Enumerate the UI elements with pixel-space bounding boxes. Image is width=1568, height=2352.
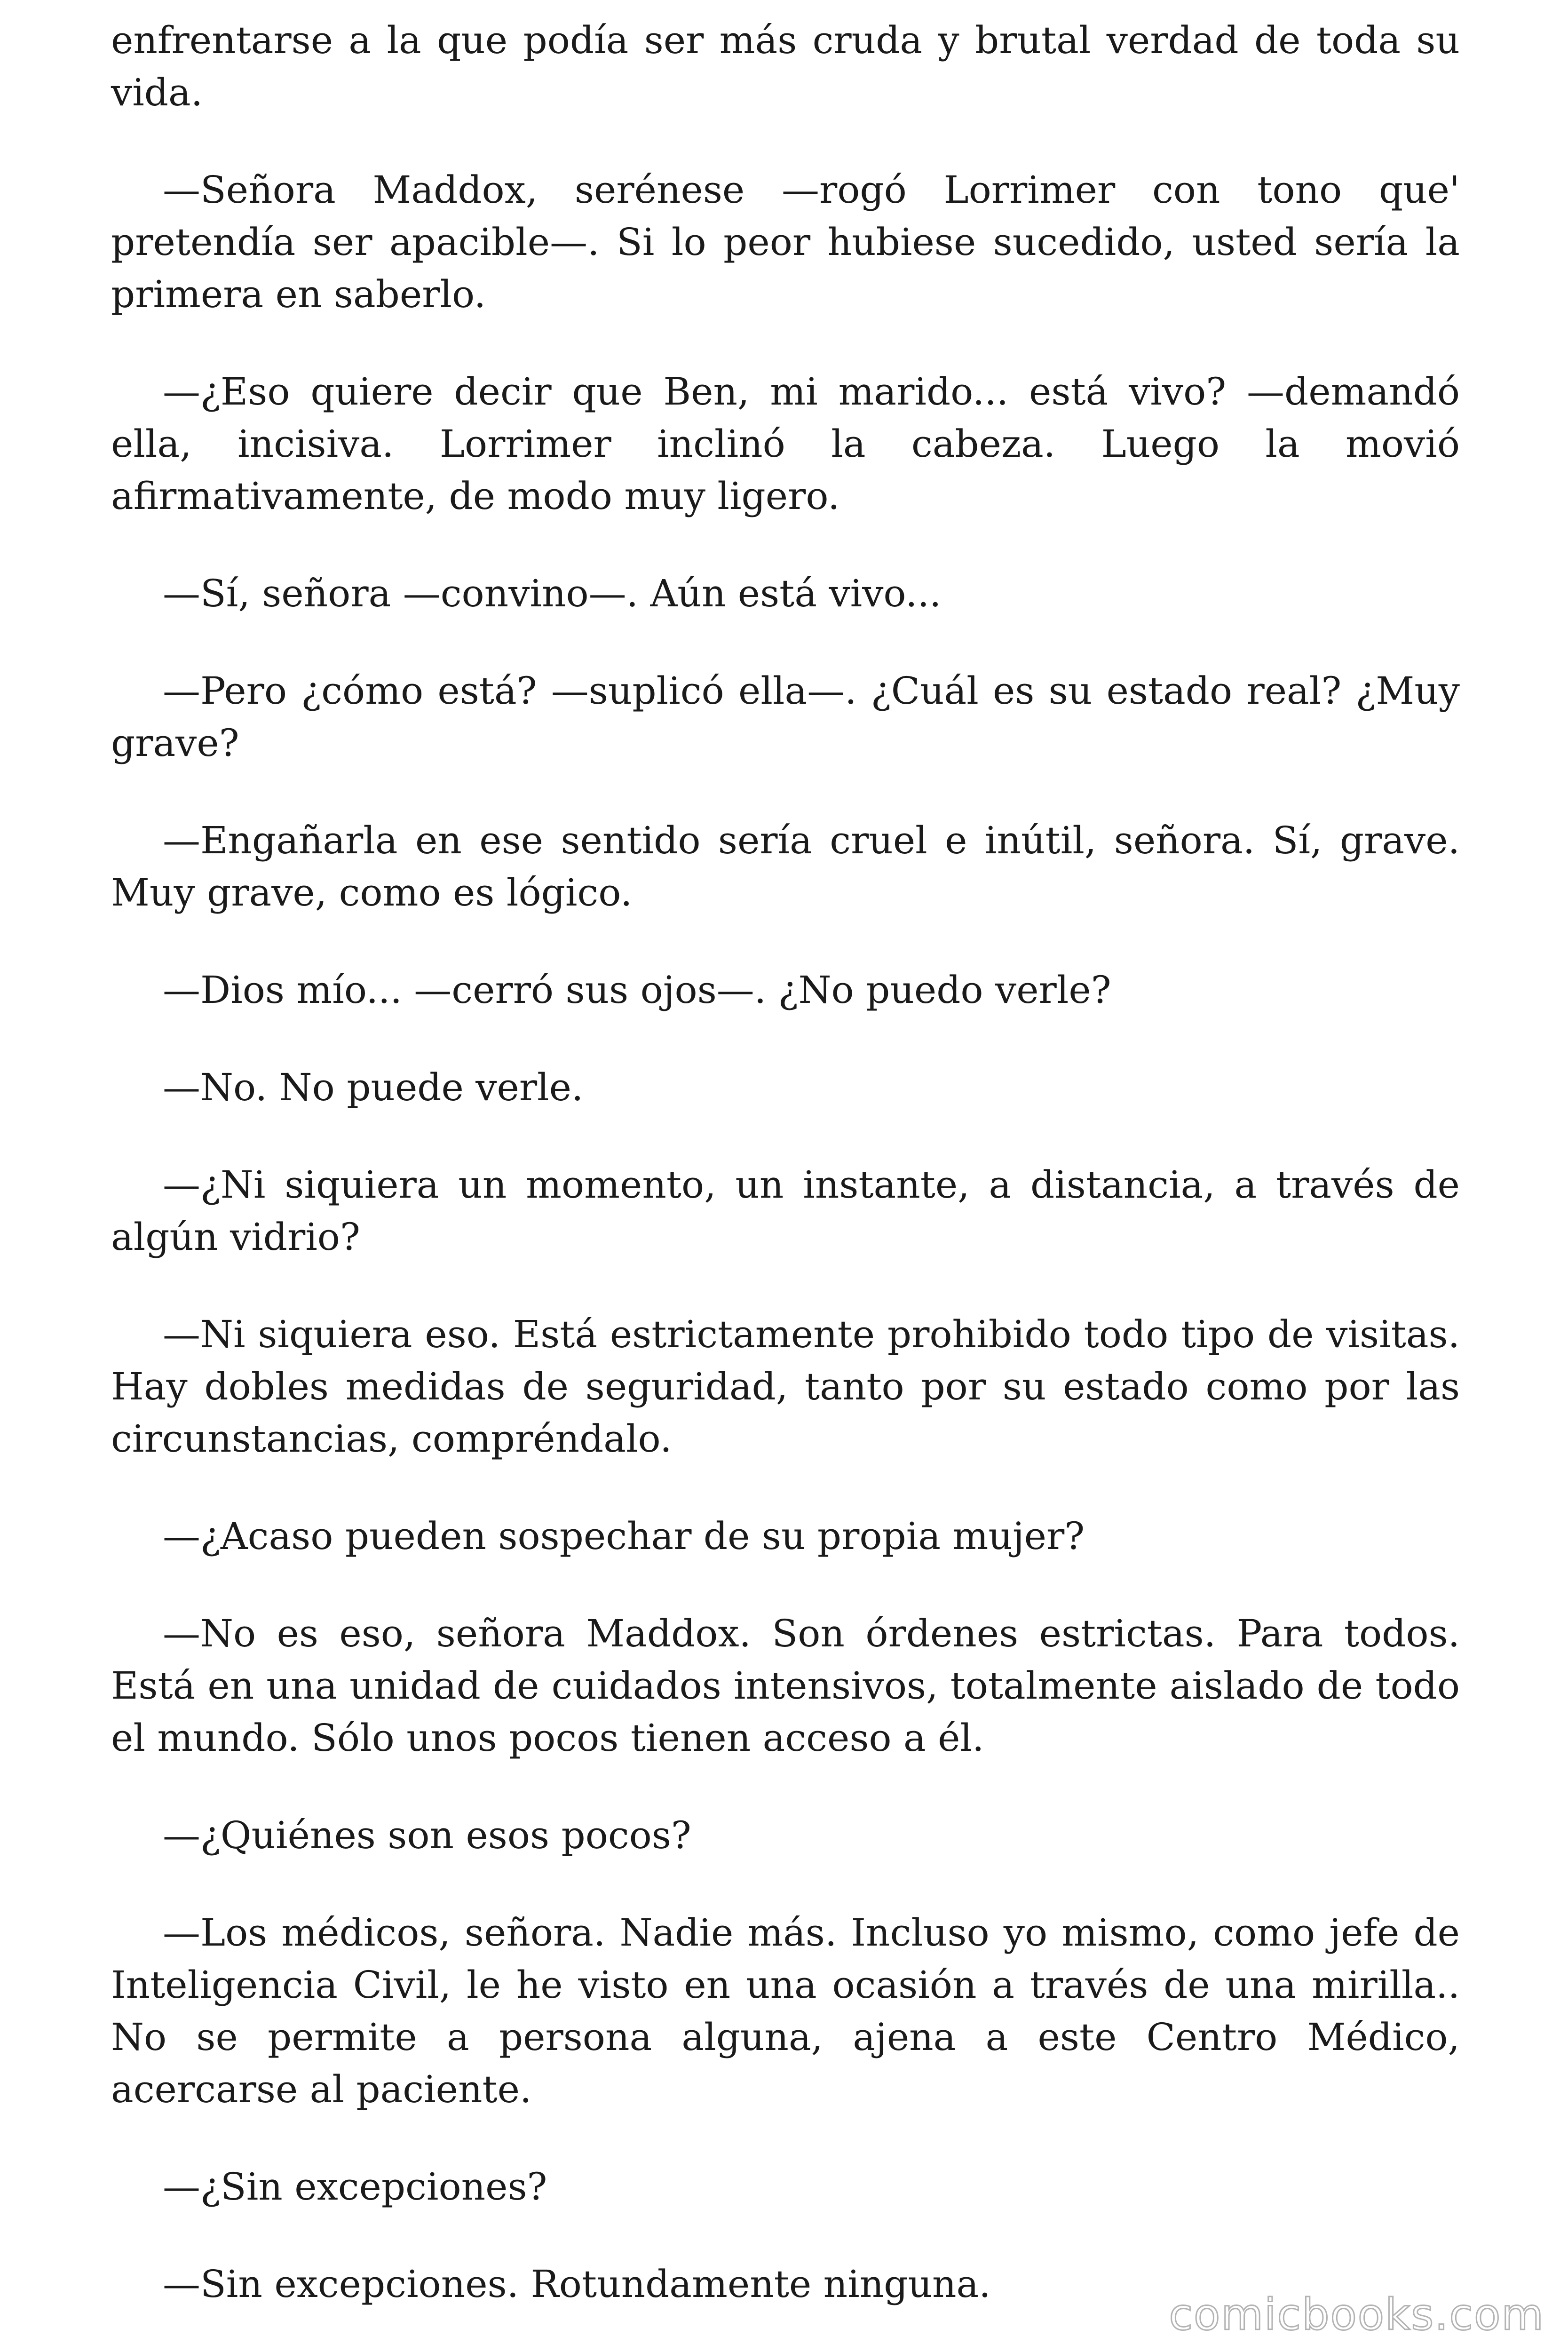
paragraph: —Sin excepciones. Rotundamente ninguna. (163, 2262, 991, 2306)
paragraph: —¿Quiénes son esos pocos? (163, 1813, 691, 1857)
paragraph: —Señora Maddox, serénese —rogó Lorrimer con tono que' pretendía ser apacible—. Si lo peor hubiese sucedido, usted sería la primera en saberlo. (111, 168, 1460, 316)
watermark: comicbooks.com (1169, 2289, 1544, 2340)
paragraph: —Sí, señora —convino—. Aún está vivo... (163, 572, 942, 615)
paragraph: —Pero ¿cómo está? —suplicó ella—. ¿Cuál es su estado real? ¿Muy grave? (111, 669, 1460, 765)
paragraph: —Engañarla en ese sentido sería cruel e inútil, señora. Sí, grave. Muy grave, como es lógico. (111, 818, 1460, 914)
paragraph: —¿Sin excepciones? (163, 2165, 547, 2209)
paragraph: —¿Eso quiere decir que Ben, mi marido... está vivo? —demandó ella, incisiva. Lorrimer inclinó la cabeza. Luego la movió afirmativamente, de modo muy ligero. (111, 370, 1460, 518)
paragraph: —Los médicos, señora. Nadie más. Incluso yo mismo, como jefe de Inteligencia Civil, le he visto en una ocasión a través de una mirilla.. No se permite a persona alguna, ajena a este Centro Médico, acercarse al paciente. (111, 1911, 1460, 2111)
book-page (111, 14, 1460, 2352)
paragraph: —No. No puede verle. (163, 1065, 584, 1109)
paragraph: —¿Acaso pueden sospechar de su propia mujer? (163, 1514, 1085, 1558)
paragraph: —Dios mío... —cerró sus ojos—. ¿No puedo verle? (163, 968, 1111, 1012)
paragraph: enfrentarse a la que podía ser más cruda y brutal verdad de toda su vida. (111, 18, 1460, 114)
paragraph: —¿Ni siquiera un momento, un instante, a distancia, a través de algún vidrio? (111, 1163, 1460, 1259)
paragraph: —Ni siquiera eso. Está estrictamente prohibido todo tipo de visitas. Hay dobles medidas de seguridad, tanto por su estado como por las circunstancias, compréndalo. (111, 1312, 1460, 1461)
paragraph: —No es eso, señora Maddox. Son órdenes estrictas. Para todos. Está en una unidad de cuidados intensivos, totalmente aislado de todo el mundo. Sólo unos pocos tienen acceso a él. (111, 1612, 1460, 1760)
